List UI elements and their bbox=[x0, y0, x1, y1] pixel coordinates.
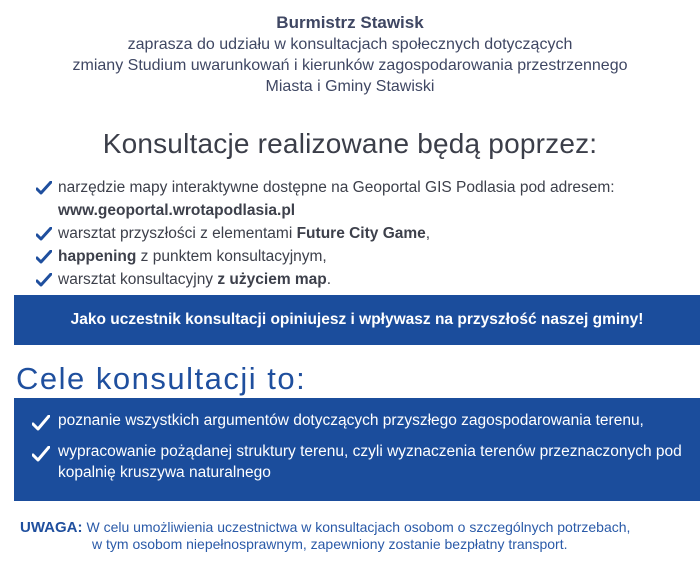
method-text-3: z punktem konsultacyjnym, bbox=[136, 248, 327, 265]
method-bold-2: Future City Game bbox=[296, 225, 426, 242]
list-item bbox=[36, 245, 686, 268]
notice-text-2: w tym osobom niepełnosprawnym, zapewniony zostanie bezpłatny transport. bbox=[92, 536, 568, 552]
geoportal-link[interactable]: www.geoportal.wrotapodlasia.pl bbox=[58, 202, 296, 219]
list-item bbox=[36, 176, 686, 222]
goals-heading: Cele konsultacji to: bbox=[16, 361, 307, 396]
goals-box bbox=[14, 398, 700, 501]
list-item bbox=[36, 268, 686, 291]
list-item bbox=[32, 441, 700, 483]
list-item bbox=[36, 222, 686, 245]
methods-heading: Konsultacje realizowane będą poprzez: bbox=[102, 128, 598, 159]
mayor-title: Burmistrz Stawisk bbox=[276, 13, 424, 32]
method-text-2: warsztat przyszłości z elementami bbox=[58, 225, 297, 242]
notice-line-1 bbox=[20, 519, 690, 536]
goal-text-1: poznanie wszystkich argumentów dotyczących przyszłego zagospodarowania terenu, bbox=[58, 412, 644, 429]
method-text-4: warsztat konsultacyjny bbox=[58, 271, 218, 288]
banner-text: Jako uczestnik konsultacji opiniujesz i wpływasz na przyszłość naszej gminy! bbox=[70, 311, 644, 328]
notice-text-1: W celu umożliwienia uczestnictwa w konsultacjach osobom o szczególnych potrzebach, bbox=[86, 519, 631, 535]
list-item bbox=[32, 410, 700, 431]
check-icon bbox=[36, 250, 52, 264]
check-icon bbox=[32, 415, 50, 431]
method-tail-4: . bbox=[326, 271, 332, 288]
method-text-1: narzędzie mapy interaktywne dostępne na Geoportal GIS Podlasia pod adresem: bbox=[58, 179, 615, 196]
check-icon bbox=[36, 181, 52, 195]
participation-banner bbox=[14, 295, 700, 345]
header-line-1: zaprasza do udziału w konsultacjach społecznych dotyczących bbox=[127, 36, 573, 53]
announcement-header bbox=[0, 12, 700, 97]
check-icon bbox=[36, 227, 52, 241]
check-icon bbox=[32, 446, 50, 462]
method-bold-3: happening bbox=[58, 248, 137, 265]
header-line-3: Miasta i Gminy Stawiski bbox=[265, 78, 435, 95]
methods-list bbox=[36, 176, 686, 291]
header-line-2: zmiany Studium uwarunkowań i kierunków zagospodarowania przestrzennego bbox=[72, 57, 628, 74]
notice-label: UWAGA: bbox=[20, 519, 83, 536]
method-bold-4: z użyciem map bbox=[217, 271, 327, 288]
notice bbox=[20, 519, 690, 553]
goals-list bbox=[32, 410, 700, 483]
goal-text-2: wypracowanie pożądanej struktury terenu, czyli wyznaczenia terenów przeznaczonych pod kopalnię kruszywa naturalnego bbox=[58, 443, 682, 481]
method-tail-2: , bbox=[425, 225, 431, 242]
check-icon bbox=[36, 273, 52, 287]
